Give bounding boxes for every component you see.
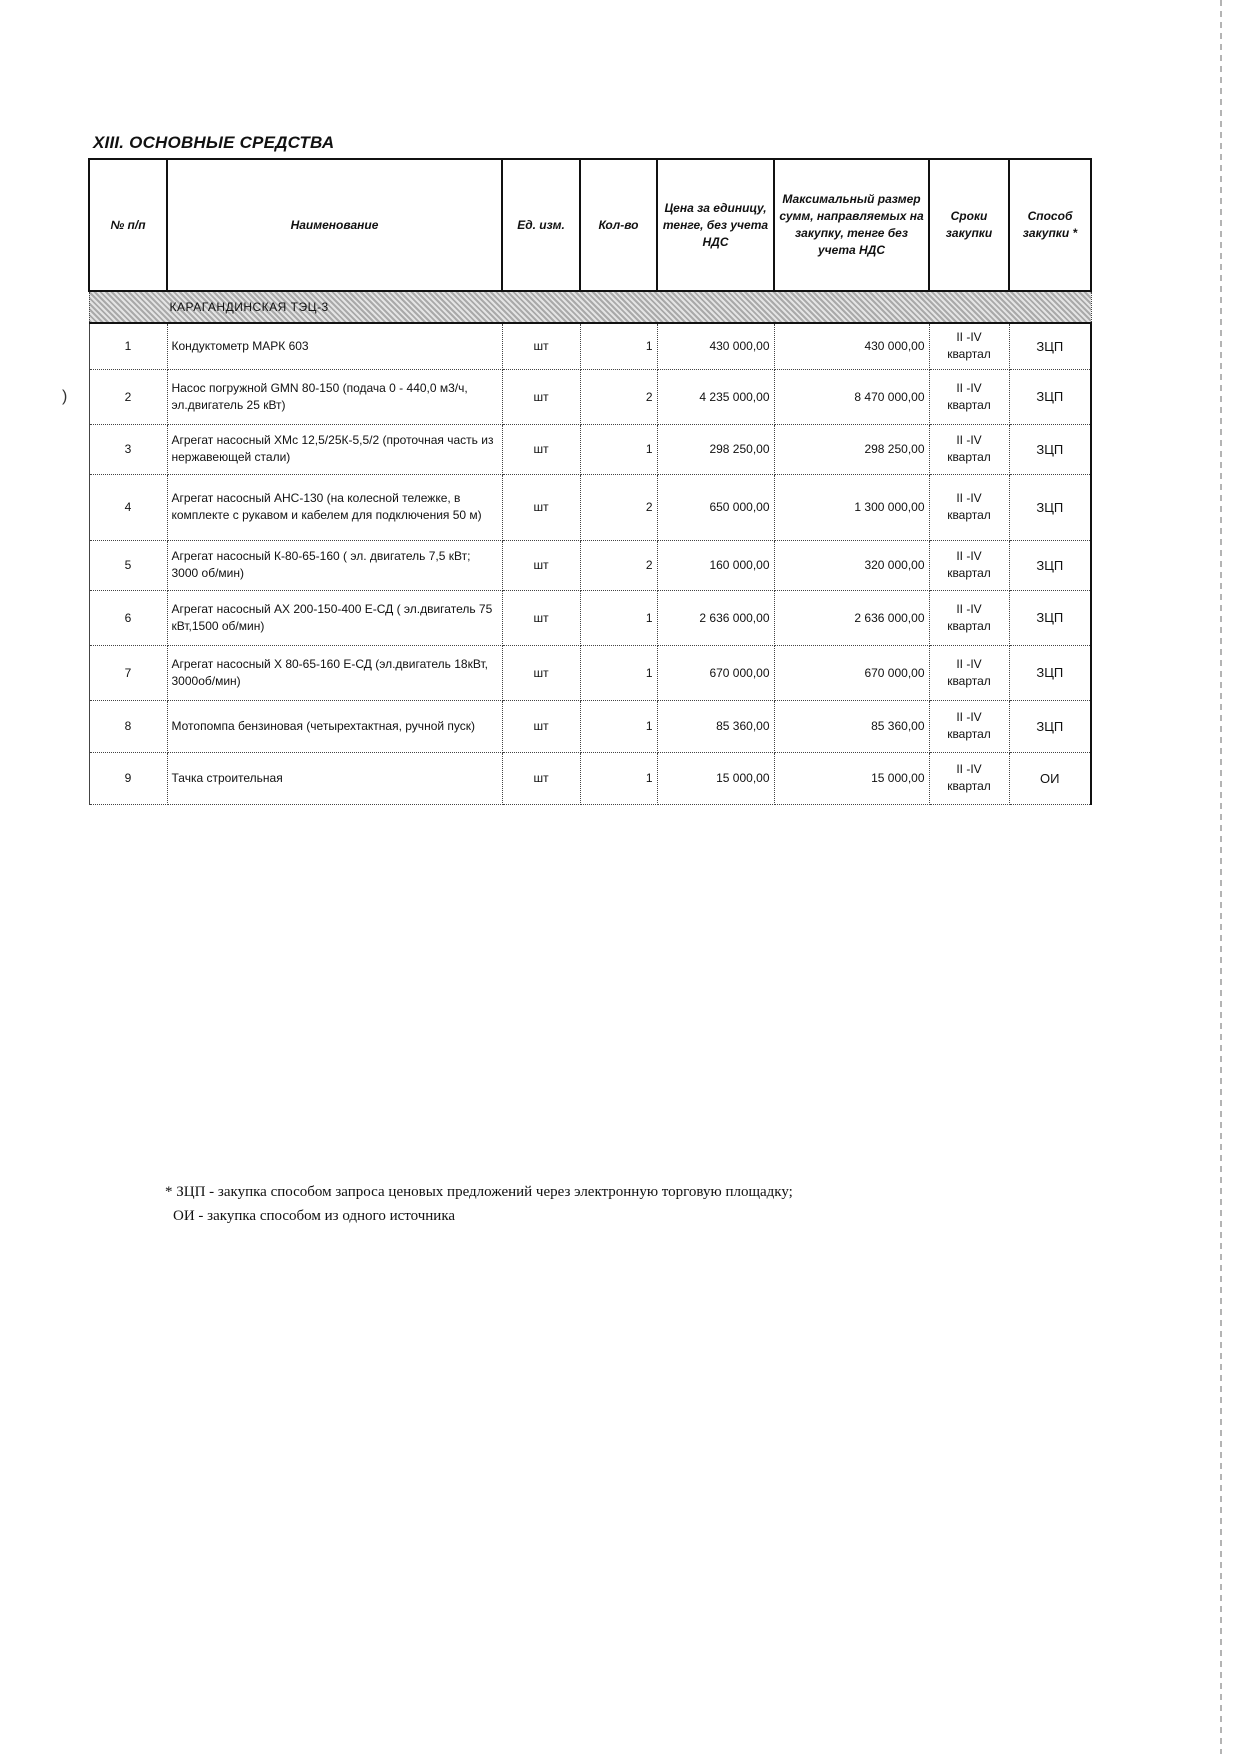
row-period: II -IV квартал [929,590,1009,645]
row-total: 15 000,00 [774,752,929,804]
row-name: Насос погружной GMN 80-150 (подача 0 - 440,0 м3/ч, эл.двигатель 25 кВт) [167,369,502,424]
row-period: II -IV квартал [929,474,1009,540]
row-qty: 1 [580,590,657,645]
scan-edge [1220,0,1222,1754]
row-method: ЗЦП [1009,700,1091,752]
row-period: II -IV квартал [929,700,1009,752]
row-price: 670 000,00 [657,645,774,700]
row-price: 2 636 000,00 [657,590,774,645]
row-unit: шт [502,474,580,540]
row-number: 7 [89,645,167,700]
row-price: 160 000,00 [657,540,774,590]
row-price: 650 000,00 [657,474,774,540]
table-row [89,645,1091,700]
row-price: 4 235 000,00 [657,369,774,424]
row-name: Агрегат насосный К-80-65-160 ( эл. двигатель 7,5 кВт; 3000 об/мин) [167,540,502,590]
row-total: 670 000,00 [774,645,929,700]
row-method: ОИ [1009,752,1091,804]
row-price: 430 000,00 [657,323,774,369]
table-row [89,323,1091,369]
row-number: 4 [89,474,167,540]
header-total: Максимальный размер сумм, направляемых на закупку, тенге без учета НДС [774,159,929,291]
row-name: Мотопомпа бензиновая (четырехтактная, ручной пуск) [167,700,502,752]
row-number: 2 [89,369,167,424]
footnote-line-1: * ЗЦП - закупка способом запроса ценовых предложений через электронную торговую площадку; [165,1184,793,1200]
row-name: Агрегат насосный АХ 200-150-400 Е-СД ( эл.двигатель 75 кВт,1500 об/мин) [167,590,502,645]
row-unit: шт [502,700,580,752]
row-method: ЗЦП [1009,645,1091,700]
row-number: 8 [89,700,167,752]
row-unit: шт [502,590,580,645]
row-price: 85 360,00 [657,700,774,752]
group-label: КАРАГАНДИНСКАЯ ТЭЦ-3 [89,291,1091,323]
header-unit: Ед. изм. [502,159,580,291]
row-qty: 1 [580,424,657,474]
row-unit: шт [502,645,580,700]
row-unit: шт [502,369,580,424]
row-method: ЗЦП [1009,540,1091,590]
row-method: ЗЦП [1009,424,1091,474]
row-number: 3 [89,424,167,474]
row-qty: 1 [580,645,657,700]
group-row [89,291,1091,323]
procurement-table [88,158,1092,805]
row-total: 430 000,00 [774,323,929,369]
header-qty: Кол-во [580,159,657,291]
row-total: 298 250,00 [774,424,929,474]
row-period: II -IV квартал [929,369,1009,424]
table-row [89,424,1091,474]
row-total: 1 300 000,00 [774,474,929,540]
row-method: ЗЦП [1009,474,1091,540]
header-method: Способ закупки * [1009,159,1091,291]
row-number: 9 [89,752,167,804]
row-qty: 1 [580,323,657,369]
row-qty: 2 [580,540,657,590]
row-total: 2 636 000,00 [774,590,929,645]
row-method: ЗЦП [1009,590,1091,645]
row-total: 320 000,00 [774,540,929,590]
header-num: № п/п [89,159,167,291]
row-unit: шт [502,752,580,804]
row-period: II -IV квартал [929,424,1009,474]
row-qty: 1 [580,752,657,804]
row-period: II -IV квартал [929,540,1009,590]
footnote-line-2: ОИ - закупка способом из одного источника [173,1208,456,1224]
row-period: II -IV квартал [929,752,1009,804]
header-name: Наименование [167,159,502,291]
section-title: XIII. ОСНОВНЫЕ СРЕДСТВА [93,133,335,152]
footnote [165,1180,793,1228]
row-unit: шт [502,540,580,590]
header-period: Сроки закупки [929,159,1009,291]
row-qty: 1 [580,700,657,752]
row-price: 298 250,00 [657,424,774,474]
row-method: ЗЦП [1009,323,1091,369]
table-row [89,540,1091,590]
table-row [89,369,1091,424]
row-number: 1 [89,323,167,369]
row-method: ЗЦП [1009,369,1091,424]
table-row [89,752,1091,804]
table-row [89,590,1091,645]
row-price: 15 000,00 [657,752,774,804]
table-row [89,700,1091,752]
row-number: 5 [89,540,167,590]
row-name: Тачка строительная [167,752,502,804]
row-total: 8 470 000,00 [774,369,929,424]
scan-mark: ) [62,388,68,405]
row-name: Кондуктометр МАРК 603 [167,323,502,369]
row-total: 85 360,00 [774,700,929,752]
row-name: Агрегат насосный АНС-130 (на колесной тележке, в комплекте с рукавом и кабелем для подключения 50 м) [167,474,502,540]
row-unit: шт [502,424,580,474]
row-qty: 2 [580,474,657,540]
row-qty: 2 [580,369,657,424]
header-price: Цена за единицу, тенге, без учета НДС [657,159,774,291]
row-name: Агрегат насосный Х 80-65-160 Е-СД (эл.двигатель 18кВт, 3000об/мин) [167,645,502,700]
row-name: Агрегат насосный ХМс 12,5/25К-5,5/2 (проточная часть из нержавеющей стали) [167,424,502,474]
row-number: 6 [89,590,167,645]
row-period: II -IV квартал [929,323,1009,369]
row-period: II -IV квартал [929,645,1009,700]
table-row [89,474,1091,540]
table-header-row [89,159,1091,291]
row-unit: шт [502,323,580,369]
